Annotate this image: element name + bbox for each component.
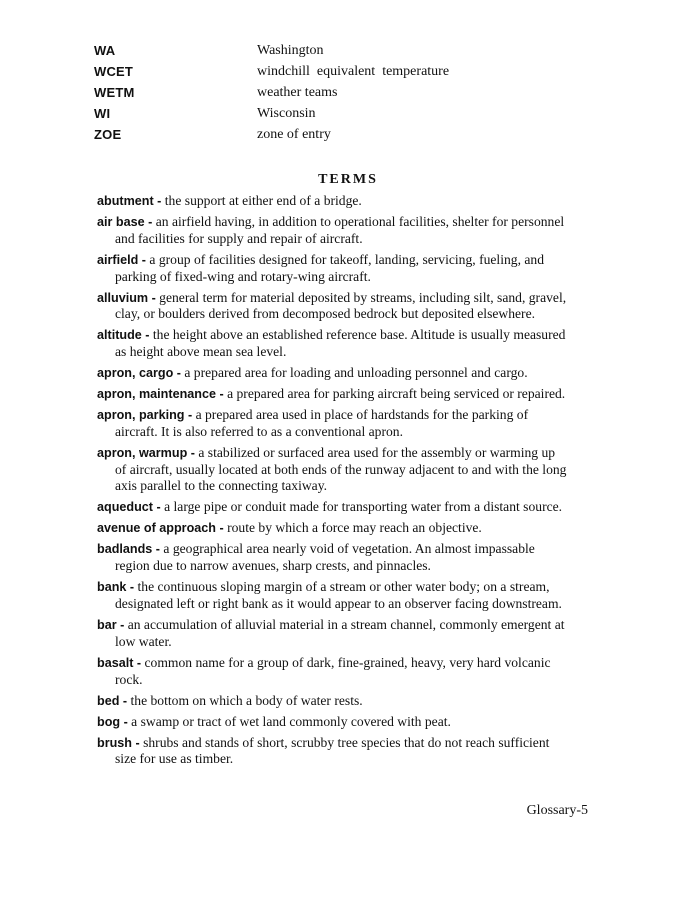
terms-heading: TERMS <box>318 172 378 187</box>
glossary-definition: the support at either end of a bridge. <box>161 193 362 208</box>
glossary-entry <box>97 290 567 324</box>
glossary-entry <box>97 655 567 689</box>
glossary-term: brush - <box>97 735 140 750</box>
glossary-term: air base - <box>97 214 153 229</box>
abbreviation-term: WETM <box>94 85 135 100</box>
abbreviation-table <box>94 40 614 145</box>
glossary-term: apron, warmup - <box>97 445 195 460</box>
glossary-entry <box>97 541 567 575</box>
abbreviation-row <box>94 103 614 124</box>
glossary-entry <box>97 193 567 210</box>
glossary-term: aqueduct - <box>97 500 161 515</box>
glossary-definition: a prepared area for loading and unloading personnel and cargo. <box>180 365 528 381</box>
abbreviation-term: WCET <box>94 64 134 79</box>
glossary-definition: the height above an established reference base. Altitude is usually measured as height above mean sea level. <box>115 327 566 360</box>
glossary-definition: a group of facilities designed for takeoff, landing, servicing, fueling, and parking of fixed-wing and rotary-wing aircraft. <box>115 251 545 284</box>
glossary-term: airfield - <box>97 252 146 267</box>
abbreviation-definition: windchill equivalent temperature <box>257 63 450 79</box>
glossary-entry <box>97 499 567 516</box>
glossary-entry <box>97 386 567 403</box>
abbreviation-term: ZOE <box>94 127 122 142</box>
glossary-definition: shrubs and stands of short, scrubby tree species that do not reach sufficient size for use as timber. <box>115 734 550 767</box>
glossary-definition: common name for a group of dark, fine-grained, heavy, very hard volcanic rock. <box>115 654 551 687</box>
glossary-entry <box>97 714 567 731</box>
glossary-definition: an accumulation of alluvial material in a stream channel, commonly emergent at low water. <box>115 616 565 649</box>
glossary-term: bar - <box>97 617 125 632</box>
abbreviation-definition: Wisconsin <box>257 105 316 121</box>
glossary-term: altitude - <box>97 328 150 343</box>
glossary-term: abutment - <box>97 194 162 208</box>
glossary-entry <box>97 579 567 613</box>
glossary-entry <box>97 520 567 537</box>
glossary-term: bank - <box>97 580 135 595</box>
glossary-definition: the bottom on which a body of water rests. <box>127 692 363 708</box>
glossary-term: apron, parking - <box>97 408 193 423</box>
abbreviation-term: WI <box>94 106 111 121</box>
glossary-definition: a swamp or tract of wet land commonly covered with peat. <box>127 713 451 729</box>
abbreviation-row <box>94 61 614 82</box>
glossary-definition: a geographical area nearly void of vegetation. An almost impassable region due to narrow avenues, sharp crests, and pinnacles. <box>115 541 535 574</box>
abbreviation-row <box>94 124 614 145</box>
glossary-entry <box>97 327 567 361</box>
glossary-entry <box>97 445 567 495</box>
glossary-definition: general term for material deposited by streams, including silt, sand, gravel, clay, or boulders derived from decomposed bedrock but deposited elsewhere. <box>115 289 567 322</box>
glossary-term: apron, cargo - <box>97 366 181 381</box>
glossary-term: bed - <box>97 693 128 708</box>
glossary-entry <box>97 214 567 248</box>
glossary-term: bog - <box>97 714 128 729</box>
glossary-definition: a prepared area used in place of hardstands for the parking of aircraft. It is also referred to as a conventional apron. <box>115 407 529 439</box>
abbreviation-row <box>94 82 614 103</box>
glossary-entry <box>97 365 567 382</box>
abbreviation-term: WA <box>94 43 116 58</box>
glossary-entry <box>97 252 567 286</box>
abbreviation-definition: Washington <box>257 42 324 58</box>
page-number: Glossary-5 <box>526 803 588 818</box>
glossary-definition: a prepared area for parking aircraft being serviced or repaired. <box>223 386 566 402</box>
glossary-definition: the continuous sloping margin of a stream or other water body; on a stream, designated left or right bank as it would appear to an observer facing downstream. <box>115 579 562 611</box>
terms-list <box>97 193 567 772</box>
glossary-definition: a large pipe or conduit made for transporting water from a distant source. <box>160 499 563 515</box>
glossary-definition: an airfield having, in addition to operational facilities, shelter for personnel and facilities for supply and repair of aircraft. <box>115 213 565 246</box>
abbreviation-definition: weather teams <box>257 84 338 100</box>
glossary-definition: route by which a force may reach an objective. <box>223 520 482 536</box>
glossary-entry <box>97 735 567 769</box>
glossary-term: apron, maintenance - <box>97 387 224 402</box>
glossary-term: alluvium - <box>97 290 156 305</box>
glossary-entry <box>97 617 567 651</box>
glossary-term: avenue of approach - <box>97 521 224 536</box>
glossary-term: basalt - <box>97 655 142 670</box>
glossary-term: badlands - <box>97 542 160 557</box>
abbreviation-definition: zone of entry <box>257 126 331 142</box>
abbreviation-row <box>94 40 614 61</box>
glossary-entry <box>97 693 567 710</box>
glossary-entry <box>97 407 567 441</box>
glossary-definition: a stabilized or surfaced area used for the assembly or warming up of aircraft, usually located at both ends of the runway adjacent to and with the long axis parallel to the connecting taxiway. <box>115 444 567 494</box>
